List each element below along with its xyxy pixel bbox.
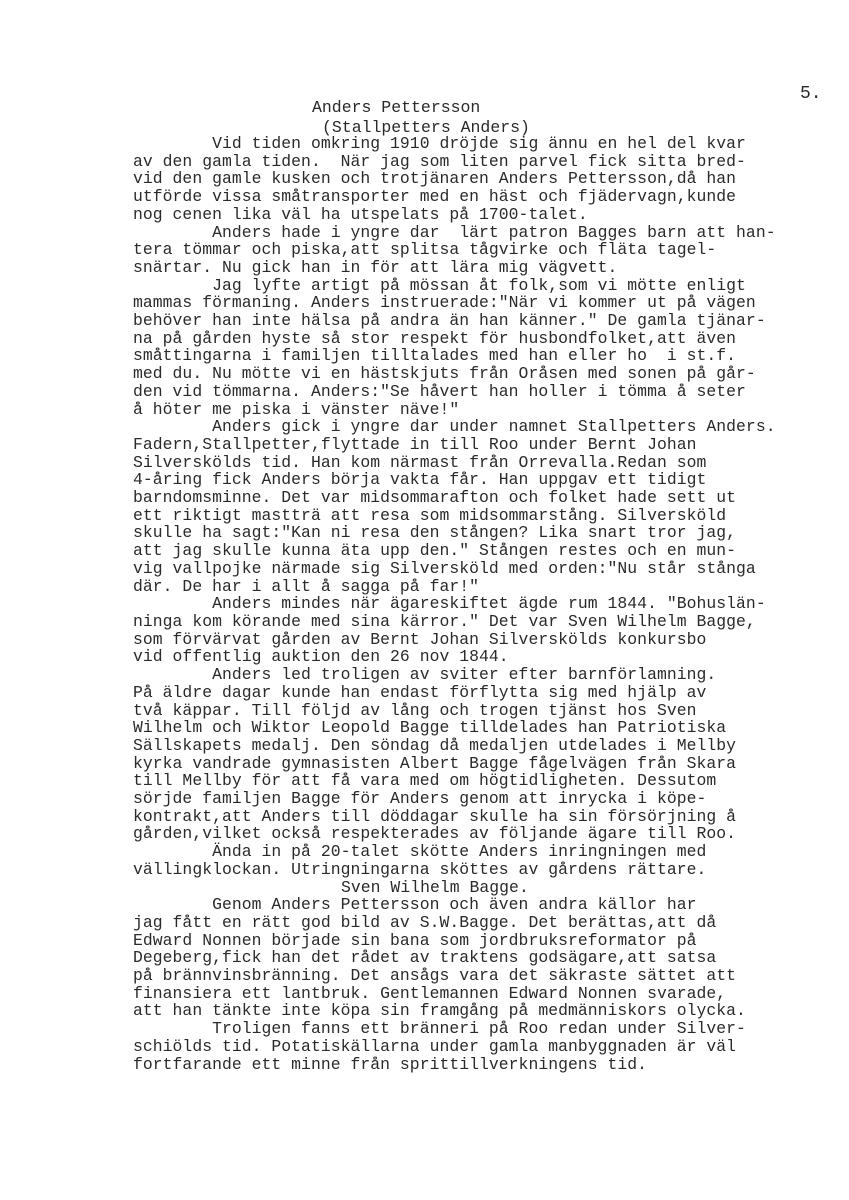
text-line: Fadern,Stallpetter,flyttade in till Roo under Bernt Johan bbox=[133, 434, 697, 454]
text-line: kontrakt,att Anders till döddagar skulle ha sin försörjning å bbox=[133, 806, 737, 826]
section-heading: Sven Wilhelm Bagge. bbox=[341, 877, 529, 897]
text-line: Anders mindes när ägareskiftet ägde rum 1844. "Bohuslän- bbox=[133, 594, 766, 614]
text-line: som förvärvat gården av Bernt Johan Silverskölds konkursbo bbox=[133, 629, 707, 649]
text-line: på brännvinsbränning. Det ansågs vara det säkraste sättet att bbox=[133, 966, 737, 986]
text-line: tera tömmar och piska,att splitsa tågvirke och fläta tagel- bbox=[133, 240, 717, 260]
text-line: Ända in på 20-talet skötte Anders inringningen med bbox=[133, 842, 707, 862]
text-line: Troligen fanns ett bränneri på Roo redan under Silver- bbox=[133, 1019, 746, 1039]
text-line: Edward Nonnen började sin bana som jordbruksreformator på bbox=[133, 930, 697, 950]
text-line: Vid tiden omkring 1910 dröjde sig ännu en hel del kvar bbox=[133, 134, 746, 153]
text-line: att jag skulle kunna äta upp den." Stången restes och en mun- bbox=[133, 541, 737, 561]
text-line: behöver han inte hälsa på andra än han känner." De gamla tjänar- bbox=[133, 311, 766, 331]
text-line: två käppar. Till följd av lång och trogen tjänst hos Sven bbox=[133, 700, 697, 720]
text-line: gården,vilket också respekterades av följande ägare till Roo. bbox=[133, 824, 737, 844]
text-line: Anders hade i yngre dar lärt patron Bagges barn att han- bbox=[133, 222, 776, 242]
text-line: Genom Anders Pettersson och även andra källor har bbox=[133, 895, 697, 915]
text-line: 4-åring fick Anders börja vakta får. Han uppgav ett tidigt bbox=[133, 470, 707, 490]
text-line: kyrka vandrade gymnasisten Albert Bagge fågelvägen från Skara bbox=[133, 753, 737, 773]
text-line: till Mellby för att få vara med om högtidligheten. Dessutom bbox=[133, 771, 717, 791]
text-line: av den gamla tiden. När jag som liten parvel fick sitta bred- bbox=[133, 151, 746, 171]
text-line: na på gården hyste så stor respekt för husbondfolket,att även bbox=[133, 328, 737, 348]
text-line: barndomsminne. Det var midsommarafton och folket hade sett ut bbox=[133, 488, 737, 508]
page-number: 5. bbox=[800, 84, 822, 104]
text-line: vällingklockan. Utringningarna sköttes av gårdens rättare. bbox=[133, 859, 707, 879]
document-body bbox=[133, 135, 823, 1073]
text-line: vid offentlig auktion den 26 nov 1844. bbox=[133, 647, 509, 667]
text-line: vig vallpojke närmade sig Silversköld med orden:"Nu står stånga bbox=[133, 558, 756, 578]
text-line: med du. Nu mötte vi en hästskjuts från Oråsen med sonen på går- bbox=[133, 364, 756, 384]
text-line: snärtar. Nu gick han in för att lära mig vägvett. bbox=[133, 257, 618, 277]
text-line: ninga kom körande med sina kärror." Det var Sven Wilhelm Bagge, bbox=[133, 611, 756, 631]
text-line: mammas förmaning. Anders instruerade:"När vi kommer ut på vägen bbox=[133, 293, 756, 313]
text-line: schiölds tid. Potatiskällarna under gamla manbyggnaden är väl bbox=[133, 1036, 737, 1056]
text-line: Silverskölds tid. Han kom närmast från Orrevalla.Redan som bbox=[133, 452, 707, 472]
text-line: sörjde familjen Bagge för Anders genom att inrycka i köpe- bbox=[133, 789, 707, 809]
text-line: vid den gamle kusken och trotjänaren Anders Pettersson,då han bbox=[133, 169, 737, 189]
text-line: skulle ha sagt:"Kan ni resa den stången? Lika snart tror jag, bbox=[133, 523, 737, 543]
text-line: att han tänkte inte köpa sin framgång på medmänniskors olycka. bbox=[133, 1001, 746, 1021]
text-line: där. De har i allt å sagga på far!" bbox=[133, 576, 480, 596]
text-line: På äldre dagar kunde han endast förflytta sig med hjälp av bbox=[133, 682, 707, 702]
text-line: Anders gick i yngre dar under namnet Stallpetters Anders. bbox=[133, 417, 776, 437]
page-title: Anders Pettersson bbox=[312, 98, 481, 117]
text-line: Jag lyfte artigt på mössan åt folk,som vi mötte enligt bbox=[133, 275, 746, 295]
text-line: nog cenen lika väl ha utspelats på 1700-talet. bbox=[133, 204, 588, 224]
text-line: småttingarna i familjen tilltalades med han eller ho i st.f. bbox=[133, 346, 737, 366]
text-line: å höter me piska i vänster näve!" bbox=[133, 399, 460, 419]
text-line: Sällskapets medalj. Den söndag då medaljen utdelades i Mellby bbox=[133, 735, 737, 755]
text-line: finansiera ett lantbruk. Gentlemannen Edward Nonnen svarade, bbox=[133, 983, 727, 1003]
text-line: jag fått en rätt god bild av S.W.Bagge. Det berättas,att då bbox=[133, 912, 717, 932]
text-line: ett riktigt mastträ att resa som midsommarstång. Silversköld bbox=[133, 505, 727, 525]
text-line: Degeberg,fick han det rådet av traktens godsägare,att satsa bbox=[133, 948, 717, 968]
text-line: utförde vissa småtransporter med en häst och fjädervagn,kunde bbox=[133, 187, 737, 207]
text-line: den vid tömmarna. Anders:"Se håvert han holler i tömma å seter bbox=[133, 381, 746, 401]
text-line: Anders led troligen av sviter efter barnförlamning. bbox=[133, 665, 717, 685]
page-subtitle: (Stallpetters Anders) bbox=[322, 118, 530, 137]
text-line: fortfarande ett minne från sprittillverkningens tid. bbox=[133, 1054, 648, 1074]
text-line: Wilhelm och Wiktor Leopold Bagge tilldelades han Patriotiska bbox=[133, 718, 727, 738]
